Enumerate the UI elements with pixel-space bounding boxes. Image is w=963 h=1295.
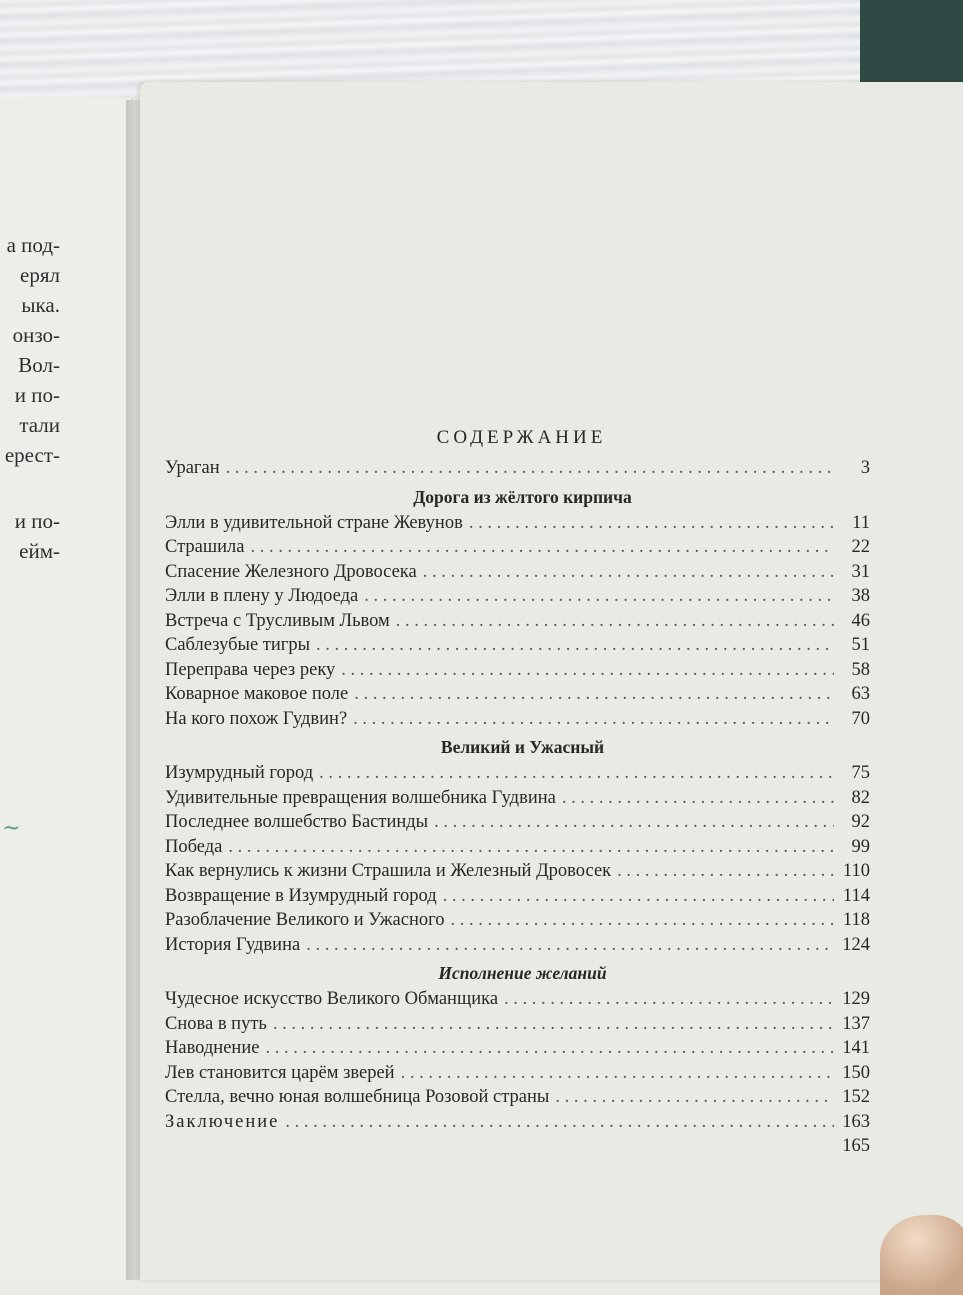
toc-entry-page: 38 <box>851 586 870 606</box>
toc-entry <box>165 1061 870 1086</box>
left-page-text <box>5 230 60 566</box>
left-line: Вол- <box>18 353 60 377</box>
toc-entry-page: 3 <box>860 458 870 478</box>
toc-entry-page: 63 <box>851 684 870 704</box>
toc-entry-page: 110 <box>842 861 870 881</box>
toc-entry <box>165 633 870 658</box>
toc-leader <box>228 835 834 860</box>
toc-leader <box>265 1036 834 1061</box>
toc-entry-page: 82 <box>851 787 870 808</box>
toc-entry-page: 152 <box>842 1087 870 1107</box>
toc-entry-page: 150 <box>842 1062 870 1083</box>
toc-entry-title: Спасение Железного Дровосека <box>165 561 417 582</box>
toc-entry-page: 165 <box>842 1136 870 1156</box>
toc-entry-title: Наводнение <box>165 1038 260 1058</box>
toc-entry-last-page <box>165 1134 870 1159</box>
toc-leader <box>562 786 834 811</box>
toc-entry-title: Лев становится царём зверей <box>165 1062 395 1083</box>
toc-leader <box>434 810 834 835</box>
toc-entry-title: Удивительные превращения волшебника Гудвина <box>165 787 556 808</box>
toc-entry-title: Стелла, вечно юная волшебница Розовой страны <box>165 1087 550 1107</box>
left-line: онзо- <box>12 323 60 347</box>
toc-entry-page: 11 <box>852 512 870 533</box>
finger-icon <box>880 1215 963 1295</box>
toc-entry <box>165 535 870 560</box>
toc-entry <box>165 908 870 933</box>
toc-entry-page: 118 <box>842 910 870 930</box>
toc-entry-title: Возвращение в Изумрудный город <box>165 885 437 906</box>
toc-leader <box>353 707 834 732</box>
toc-leader <box>250 535 834 560</box>
toc-entry-page: 124 <box>842 934 870 955</box>
left-line: ыка. <box>21 293 60 317</box>
toc-entry-page: 46 <box>851 610 870 631</box>
toc-leader <box>617 859 834 884</box>
ink-mark-icon: ~ <box>2 816 21 841</box>
toc-entry-page: 114 <box>842 885 870 906</box>
left-line: ерест- <box>4 443 60 467</box>
toc-entry <box>165 933 870 958</box>
toc-entry-page: 31 <box>851 561 870 582</box>
toc-entry <box>165 859 870 884</box>
left-gap <box>5 470 60 506</box>
toc-leader <box>341 658 834 683</box>
toc-entry-page: 141 <box>842 1038 870 1058</box>
toc-entry-title: Заключение <box>165 1111 280 1132</box>
toc-entry-page: 92 <box>851 812 870 832</box>
toc-leader <box>423 560 834 585</box>
toc-entry-title: Победа <box>165 836 223 857</box>
toc-leader <box>443 884 834 909</box>
toc-entry-title: Встреча с Трусливым Львом <box>165 610 390 631</box>
left-line: тали <box>19 413 60 437</box>
toc-entry-title: Коварное маковое поле <box>165 684 349 704</box>
toc-entry-title: Снова в путь <box>165 1013 267 1034</box>
section-heading: Дорога из жёлтого кирпича <box>413 486 632 507</box>
toc-entry <box>165 560 870 585</box>
toc-entry-title: Переправа через реку <box>165 659 336 680</box>
toc-entry-title: Страшила <box>165 537 245 557</box>
toc-entry-title: Последнее волшебство Бастинды <box>165 812 429 832</box>
toc-entry <box>165 456 870 481</box>
toc-entry-page: 70 <box>851 708 870 729</box>
toc-entry-page: 99 <box>851 836 870 857</box>
section-heading: Исполнение желаний <box>438 963 607 983</box>
toc-leader <box>285 1110 834 1135</box>
toc-entry <box>165 658 870 683</box>
toc-leader <box>555 1085 834 1110</box>
toc-entry-title: Ураган <box>165 458 220 478</box>
toc-entry <box>165 1036 870 1061</box>
toc-entry <box>165 511 870 536</box>
toc-entry <box>165 682 870 707</box>
toc-leader <box>226 456 834 481</box>
left-line: и по- <box>14 509 60 533</box>
toc-entry-title: Элли в удивительной стране Жевунов <box>165 512 463 533</box>
toc-leader <box>319 761 834 786</box>
toc-entry <box>165 884 870 909</box>
toc-leader <box>354 682 834 707</box>
toc-entry-title: Чудесное искусство Великого Обманщика <box>165 989 499 1009</box>
toc-leader <box>273 1012 834 1037</box>
toc-leader <box>306 933 834 958</box>
toc-entry-title: Саблезубые тигры <box>165 635 311 655</box>
table-of-contents <box>165 420 870 1159</box>
toc-entry-page: 129 <box>842 989 870 1009</box>
toc-entry <box>165 835 870 860</box>
toc-entry-title: Как вернулись к жизни Страшила и Железный Дровосек <box>165 861 612 881</box>
toc-entry-page: 75 <box>851 763 870 783</box>
toc-entry-page: 58 <box>851 659 870 680</box>
toc-leader <box>469 511 834 536</box>
toc-entry <box>165 761 870 786</box>
toc-leader <box>396 609 834 634</box>
toc-entry <box>165 1012 870 1037</box>
toc-entry-page: 51 <box>851 635 870 655</box>
toc-entry <box>165 987 870 1012</box>
toc-entry <box>165 786 870 811</box>
toc-entry-title: На кого похож Гудвин? <box>165 708 348 729</box>
left-line: а под- <box>6 233 60 257</box>
toc-leader <box>316 633 834 658</box>
left-page <box>0 98 133 1280</box>
toc-leader <box>450 908 834 933</box>
toc-entry <box>165 810 870 835</box>
toc-entry <box>165 584 870 609</box>
left-line: ейм- <box>19 539 60 563</box>
toc-leader <box>364 584 834 609</box>
section-heading: Великий и Ужасный <box>440 737 605 757</box>
left-line: ерял <box>20 263 60 287</box>
toc-entry-page: 137 <box>842 1013 870 1034</box>
toc-entry-title: Элли в плену у Людоеда <box>165 586 359 606</box>
toc-entry-page: 22 <box>851 537 870 557</box>
toc-entry <box>165 1085 870 1110</box>
toc-entry-page: 163 <box>842 1111 870 1132</box>
toc-leader <box>504 987 834 1012</box>
toc-entry <box>165 609 870 634</box>
toc-leader <box>401 1061 834 1086</box>
toc-entry-title: Разоблачение Великого и Ужасного <box>165 910 445 930</box>
toc-entry <box>165 1110 870 1135</box>
left-line: и по- <box>14 383 60 407</box>
toc-entry-title: Изумрудный город <box>165 763 314 783</box>
contents-title: СОДЕРЖАНИЕ <box>436 427 607 448</box>
toc-entry-title: История Гудвина <box>165 934 301 955</box>
toc-entry <box>165 707 870 732</box>
